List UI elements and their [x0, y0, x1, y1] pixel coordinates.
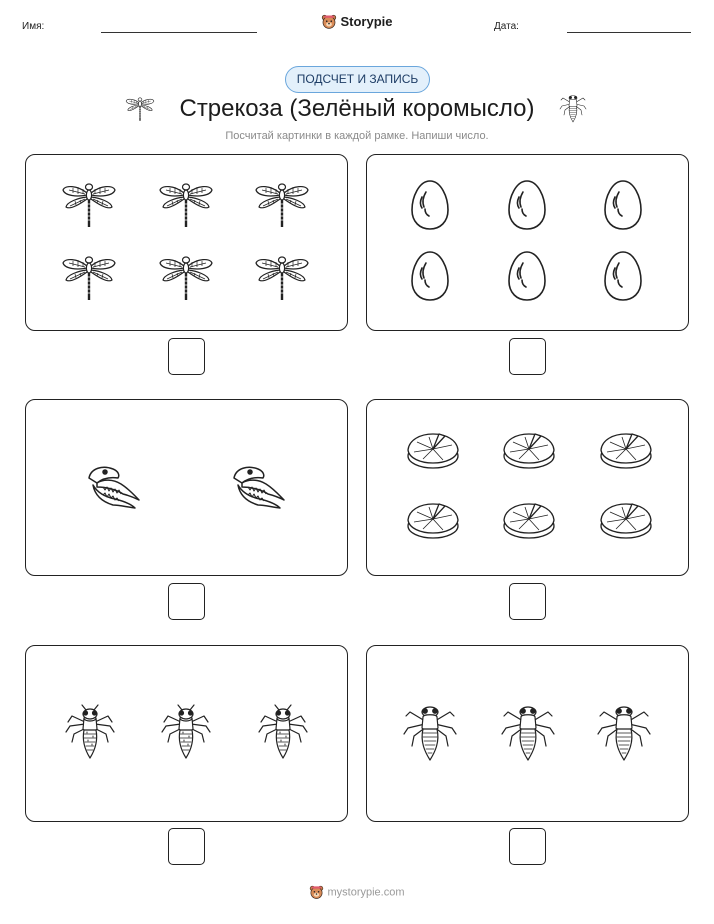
date-line[interactable] [567, 32, 691, 33]
answer-box-3[interactable] [168, 583, 205, 620]
emerging-dragonfly-icon [558, 92, 588, 124]
nymph-icon [60, 702, 120, 762]
answer-box-6[interactable] [509, 828, 546, 865]
nymph-jaw-icon [83, 456, 143, 516]
nymph-jaw-icon [228, 456, 288, 516]
brand-name: Storypie [340, 14, 393, 30]
bear-logo-icon [321, 14, 337, 30]
lily-pad-icon [499, 420, 559, 480]
name-line[interactable] [101, 32, 257, 33]
name-label: Имя: [22, 21, 45, 32]
footer [0, 885, 714, 900]
dragonfly-icon [59, 246, 119, 306]
nymph-icon [156, 702, 216, 762]
dragonfly-icon [156, 246, 216, 306]
activity-badge: ПОДСЧЕТ И ЗАПИСЬ [285, 66, 430, 93]
egg-icon [400, 246, 460, 306]
adult-emerging-icon [498, 702, 558, 762]
lily-pad-icon [403, 490, 463, 550]
egg-icon [593, 246, 653, 306]
dragonfly-icon [156, 173, 216, 233]
lily-pad-icon [499, 490, 559, 550]
lily-pad-icon [403, 420, 463, 480]
page-title: Стрекоза (Зелёный коромысло) [179, 95, 535, 122]
egg-icon [497, 246, 557, 306]
answer-box-2[interactable] [509, 338, 546, 375]
egg-icon [400, 175, 460, 235]
answer-box-1[interactable] [168, 338, 205, 375]
lily-pad-icon [596, 420, 656, 480]
brand-logo [0, 13, 714, 30]
lily-pad-icon [596, 490, 656, 550]
adult-emerging-icon [594, 702, 654, 762]
answer-box-4[interactable] [509, 583, 546, 620]
dragonfly-icon [252, 173, 312, 233]
answer-box-5[interactable] [168, 828, 205, 865]
nymph-icon [253, 702, 313, 762]
adult-emerging-icon [400, 702, 460, 762]
dragonfly-icon [59, 173, 119, 233]
date-label: Дата: [494, 21, 519, 32]
instructions: Посчитай картинки в каждой рамке. Напиши число. [225, 130, 489, 142]
footer-site[interactable]: mystorypie.com [327, 886, 405, 899]
dragonfly-icon [252, 246, 312, 306]
egg-icon [497, 175, 557, 235]
bear-logo-icon [309, 885, 324, 900]
counting-frame-3 [25, 399, 348, 576]
egg-icon [593, 175, 653, 235]
